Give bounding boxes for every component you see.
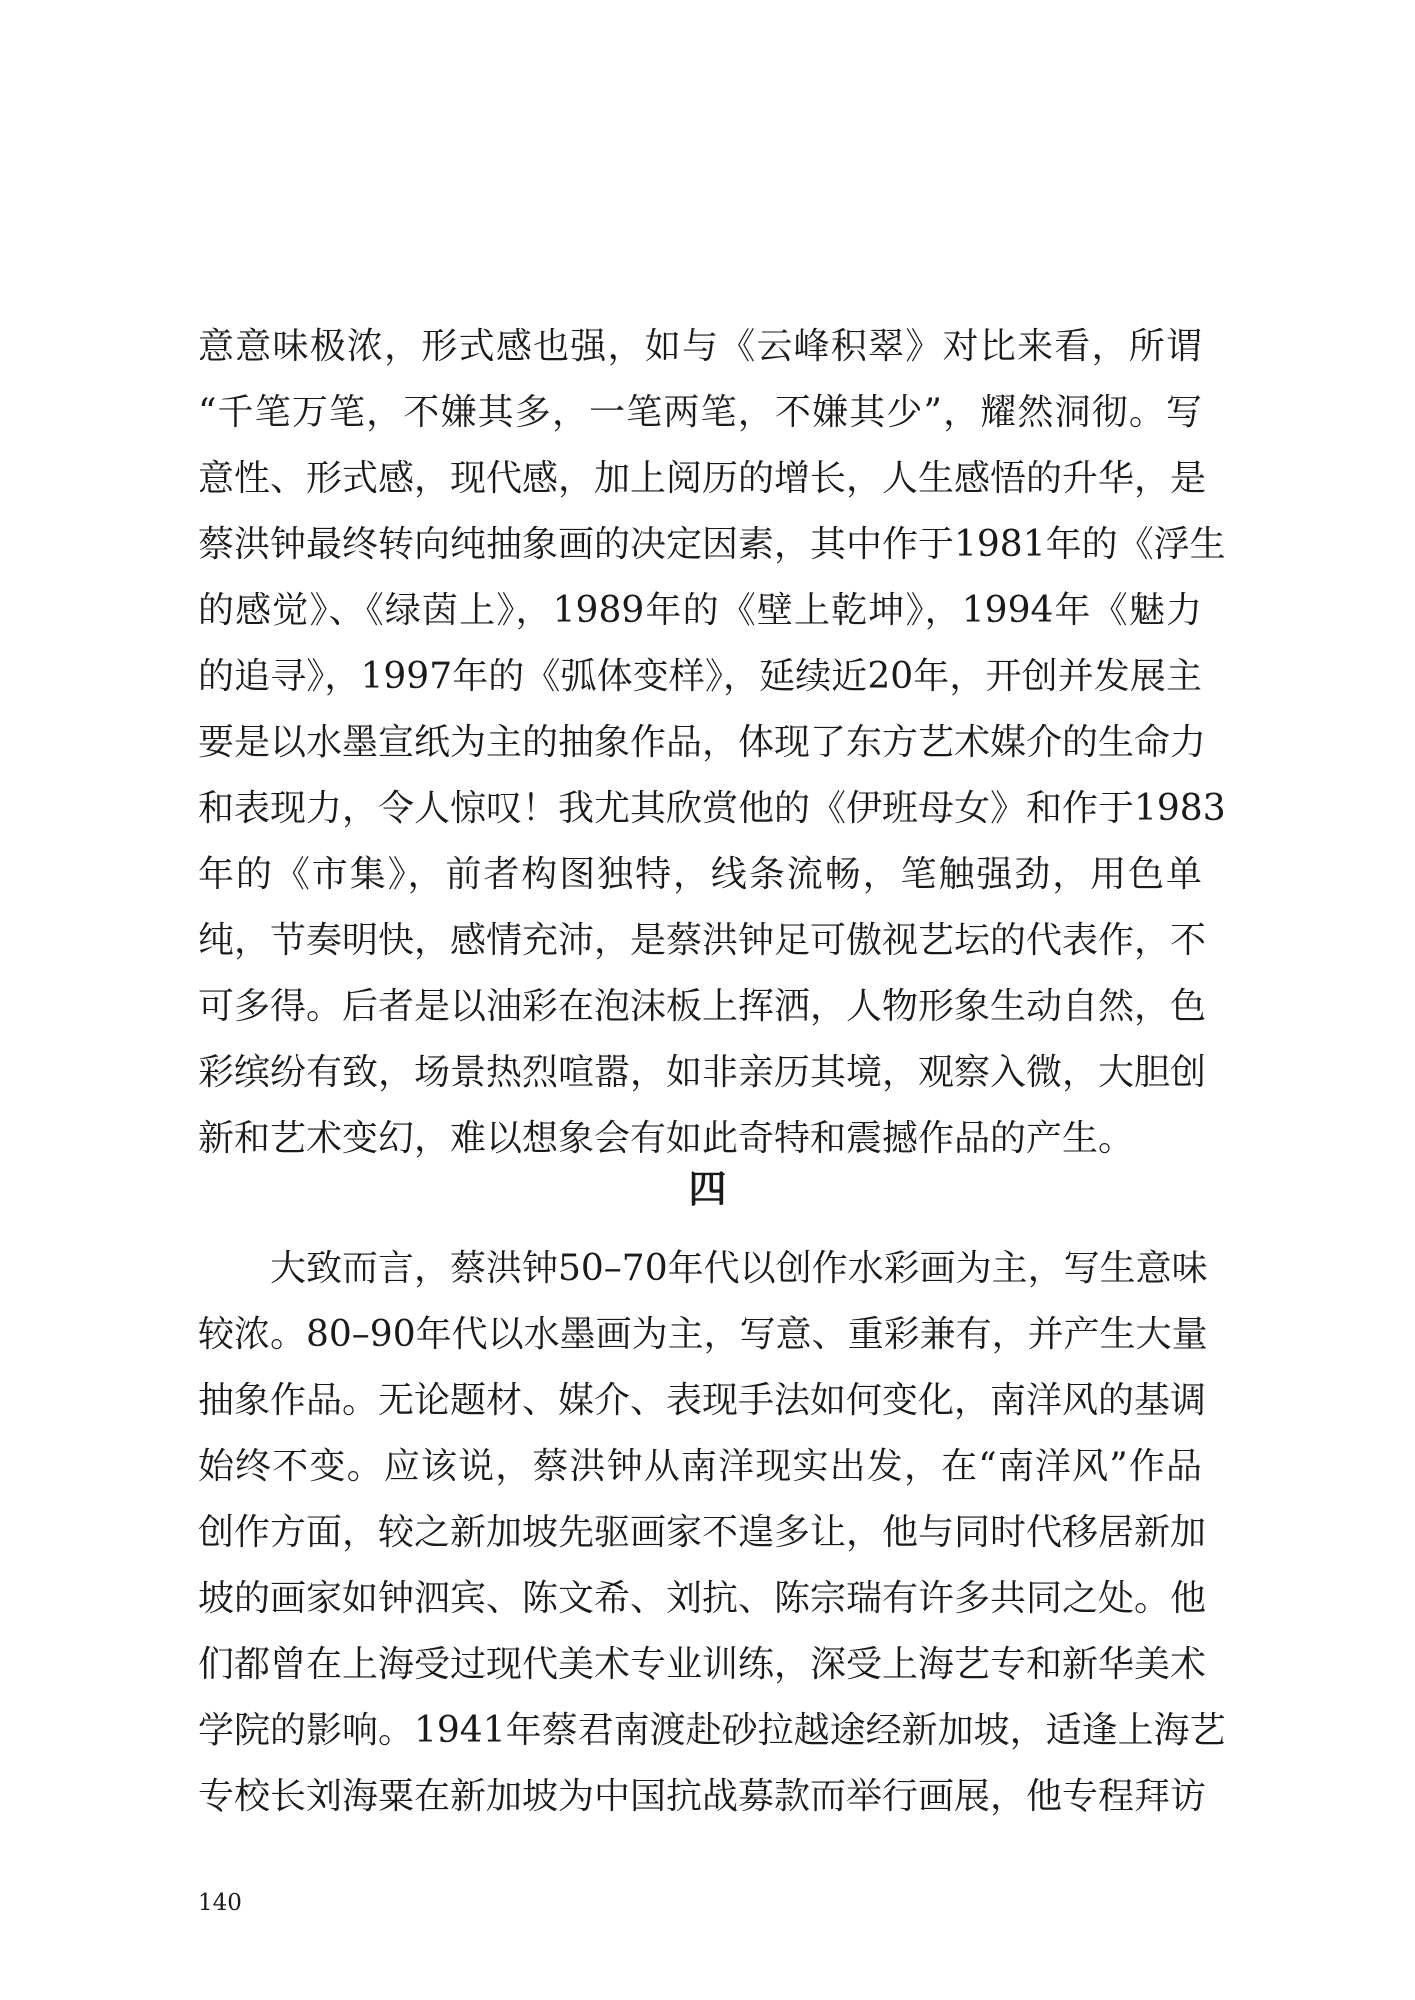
text-line: 始终不变。应该说，蔡洪钟从南洋现实出发，在“南洋风”作品: [198, 1446, 1202, 1487]
paragraph-new: [198, 1240, 1226, 1834]
paragraph-continued: [198, 318, 1226, 1176]
text-line: 坡的画家如钟泗宾、陈文希、刘抗、陈宗瑞有许多共同之处。他: [198, 1578, 1207, 1619]
text-line: 年的《市集》，前者构图独特，线条流畅，笔触强劲，用色单: [198, 854, 1202, 895]
text-line: 专校长刘海粟在新加坡为中国抗战募款而举行画展，他专程拜访: [198, 1776, 1207, 1817]
section-heading: 四: [688, 1166, 727, 1211]
text-line: 的追寻》，1997年的《弧体变样》，延续近20年，开创并发展主: [198, 656, 1202, 697]
text-line: 意意味极浓，形式感也强，如与《云峰积翠》对比来看，所谓: [198, 326, 1202, 367]
text-line: 要是以水墨宣纸为主的抽象作品，体现了东方艺术媒介的生命力: [198, 722, 1207, 763]
text-line: 们都曾在上海受过现代美术专业训练，深受上海艺专和新华美术: [198, 1644, 1207, 1685]
text-line: 学院的影响。1941年蔡君南渡赴砂拉越途经新加坡，适逢上海艺: [198, 1710, 1226, 1751]
text-line: 可多得。后者是以油彩在泡沫板上挥洒，人物形象生动自然，色: [198, 986, 1207, 1027]
text-line: 彩缤纷有致，场景热烈喧嚣，如非亲历其境，观察入微，大胆创: [198, 1052, 1207, 1093]
text-line: 较浓。80–90年代以水墨画为主，写意、重彩兼有，并产生大量: [198, 1314, 1208, 1355]
page-number: 140: [198, 1890, 242, 1916]
text-line: 纯，节奏明快，感情充沛，是蔡洪钟足可傲视艺坛的代表作，不: [198, 920, 1207, 961]
text-line: 新和艺术变幻，难以想象会有如此奇特和震撼作品的产生。: [198, 1118, 1135, 1159]
text-line: 抽象作品。无论题材、媒介、表现手法如何变化，南洋风的基调: [198, 1380, 1207, 1421]
text-line: 和表现力，令人惊叹！我尤其欣赏他的《伊班母女》和作于1983: [198, 788, 1226, 829]
text-line: “千笔万笔，不嫌其多，一笔两笔，不嫌其少”，耀然洞彻。写: [198, 392, 1202, 433]
text-line: 大致而言，蔡洪钟50–70年代以创作水彩画为主，写生意味: [198, 1248, 1208, 1289]
text-line: 蔡洪钟最终转向纯抽象画的决定因素，其中作于1981年的《浮生: [198, 524, 1226, 565]
text-line: 的感觉》、《绿茵上》，1989年的《壁上乾坤》，1994年《魅力: [198, 590, 1202, 631]
text-line: 创作方面，较之新加坡先驱画家不遑多让，他与同时代移居新加: [198, 1512, 1207, 1553]
text-line: 意性、形式感，现代感，加上阅历的增长，人生感悟的升华，是: [198, 458, 1207, 499]
